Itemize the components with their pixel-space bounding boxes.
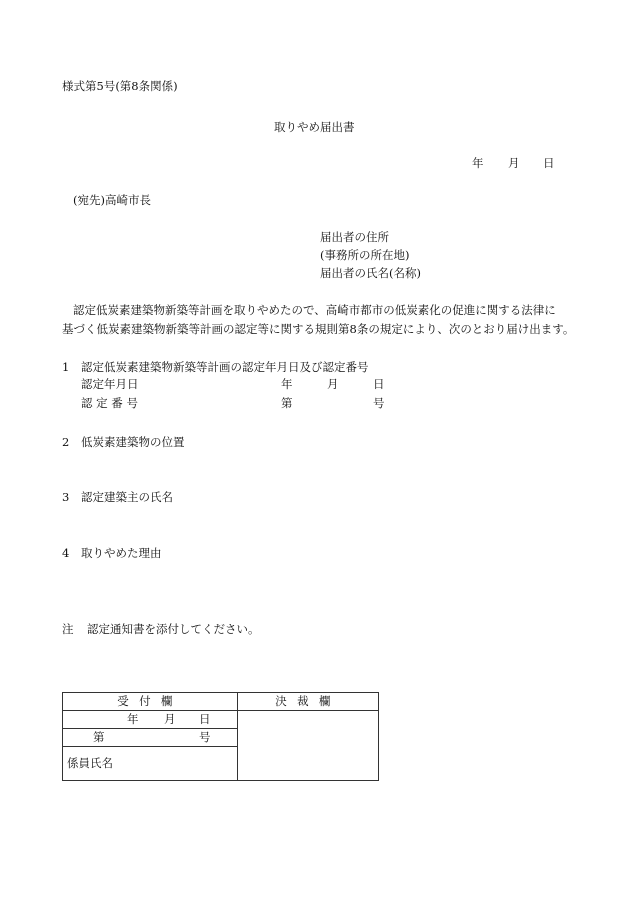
body-line-1: 認定低炭素建築物新築等計画を取りやめたので、高崎市都市の低炭素化の促進に関する法律に	[73, 303, 556, 317]
item-1-number-label: 認 定 番 号	[81, 396, 138, 410]
date-month: 月	[508, 156, 520, 170]
reception-date-year: 年	[127, 712, 139, 726]
staff-name-cell	[63, 747, 238, 781]
item-1-date-year: 年	[281, 377, 293, 391]
addressee: (宛先)高崎市長	[73, 193, 151, 207]
item-1-date-month: 月	[327, 377, 339, 391]
item-4-number: 4	[62, 546, 70, 560]
applicant-office-label: (事務所の所在地)	[320, 248, 410, 262]
staff-name-label: 係員氏名	[67, 756, 113, 770]
body-line-2: 基づく低炭素建築物新築等計画の認定等に関する規則第8条の規定により、次のとおり届け出ます。	[62, 322, 575, 336]
reception-date-cell	[63, 711, 238, 729]
reception-date-month: 月	[164, 712, 176, 726]
decision-cell	[238, 711, 379, 781]
item-1-number-prefix: 第	[281, 396, 293, 410]
date-year: 年	[472, 156, 484, 170]
reception-number-cell	[63, 729, 238, 747]
note-prefix: 注	[62, 622, 74, 636]
item-1-number: 1	[62, 360, 70, 374]
reception-date-day: 日	[199, 712, 211, 726]
date-day: 日	[543, 156, 555, 170]
item-1-date-day: 日	[373, 377, 385, 391]
document-title: 取りやめ届出書	[274, 120, 355, 134]
item-3-label: 認定建築主の氏名	[81, 490, 173, 504]
item-4-label: 取りやめた理由	[81, 546, 162, 560]
applicant-name-label: 届出者の氏名(名称)	[320, 266, 421, 280]
reception-number-prefix: 第	[93, 730, 105, 744]
note-text: 認定通知書を添付してください。	[87, 622, 260, 636]
item-1-number-suffix: 号	[373, 396, 385, 410]
item-2-label: 低炭素建築物の位置	[81, 435, 185, 449]
reception-header: 受付欄	[63, 693, 238, 711]
reception-number-suffix: 号	[199, 730, 211, 744]
item-2-number: 2	[62, 435, 70, 449]
applicant-address-label: 届出者の住所	[320, 230, 389, 244]
item-1-date-label: 認定年月日	[81, 377, 139, 391]
form-number: 様式第5号(第8条関係)	[62, 79, 178, 93]
decision-header: 決裁欄	[238, 693, 379, 711]
receipt-table	[62, 692, 379, 781]
item-3-number: 3	[62, 490, 70, 504]
item-1-label: 認定低炭素建築物新築等計画の認定年月日及び認定番号	[81, 360, 369, 374]
